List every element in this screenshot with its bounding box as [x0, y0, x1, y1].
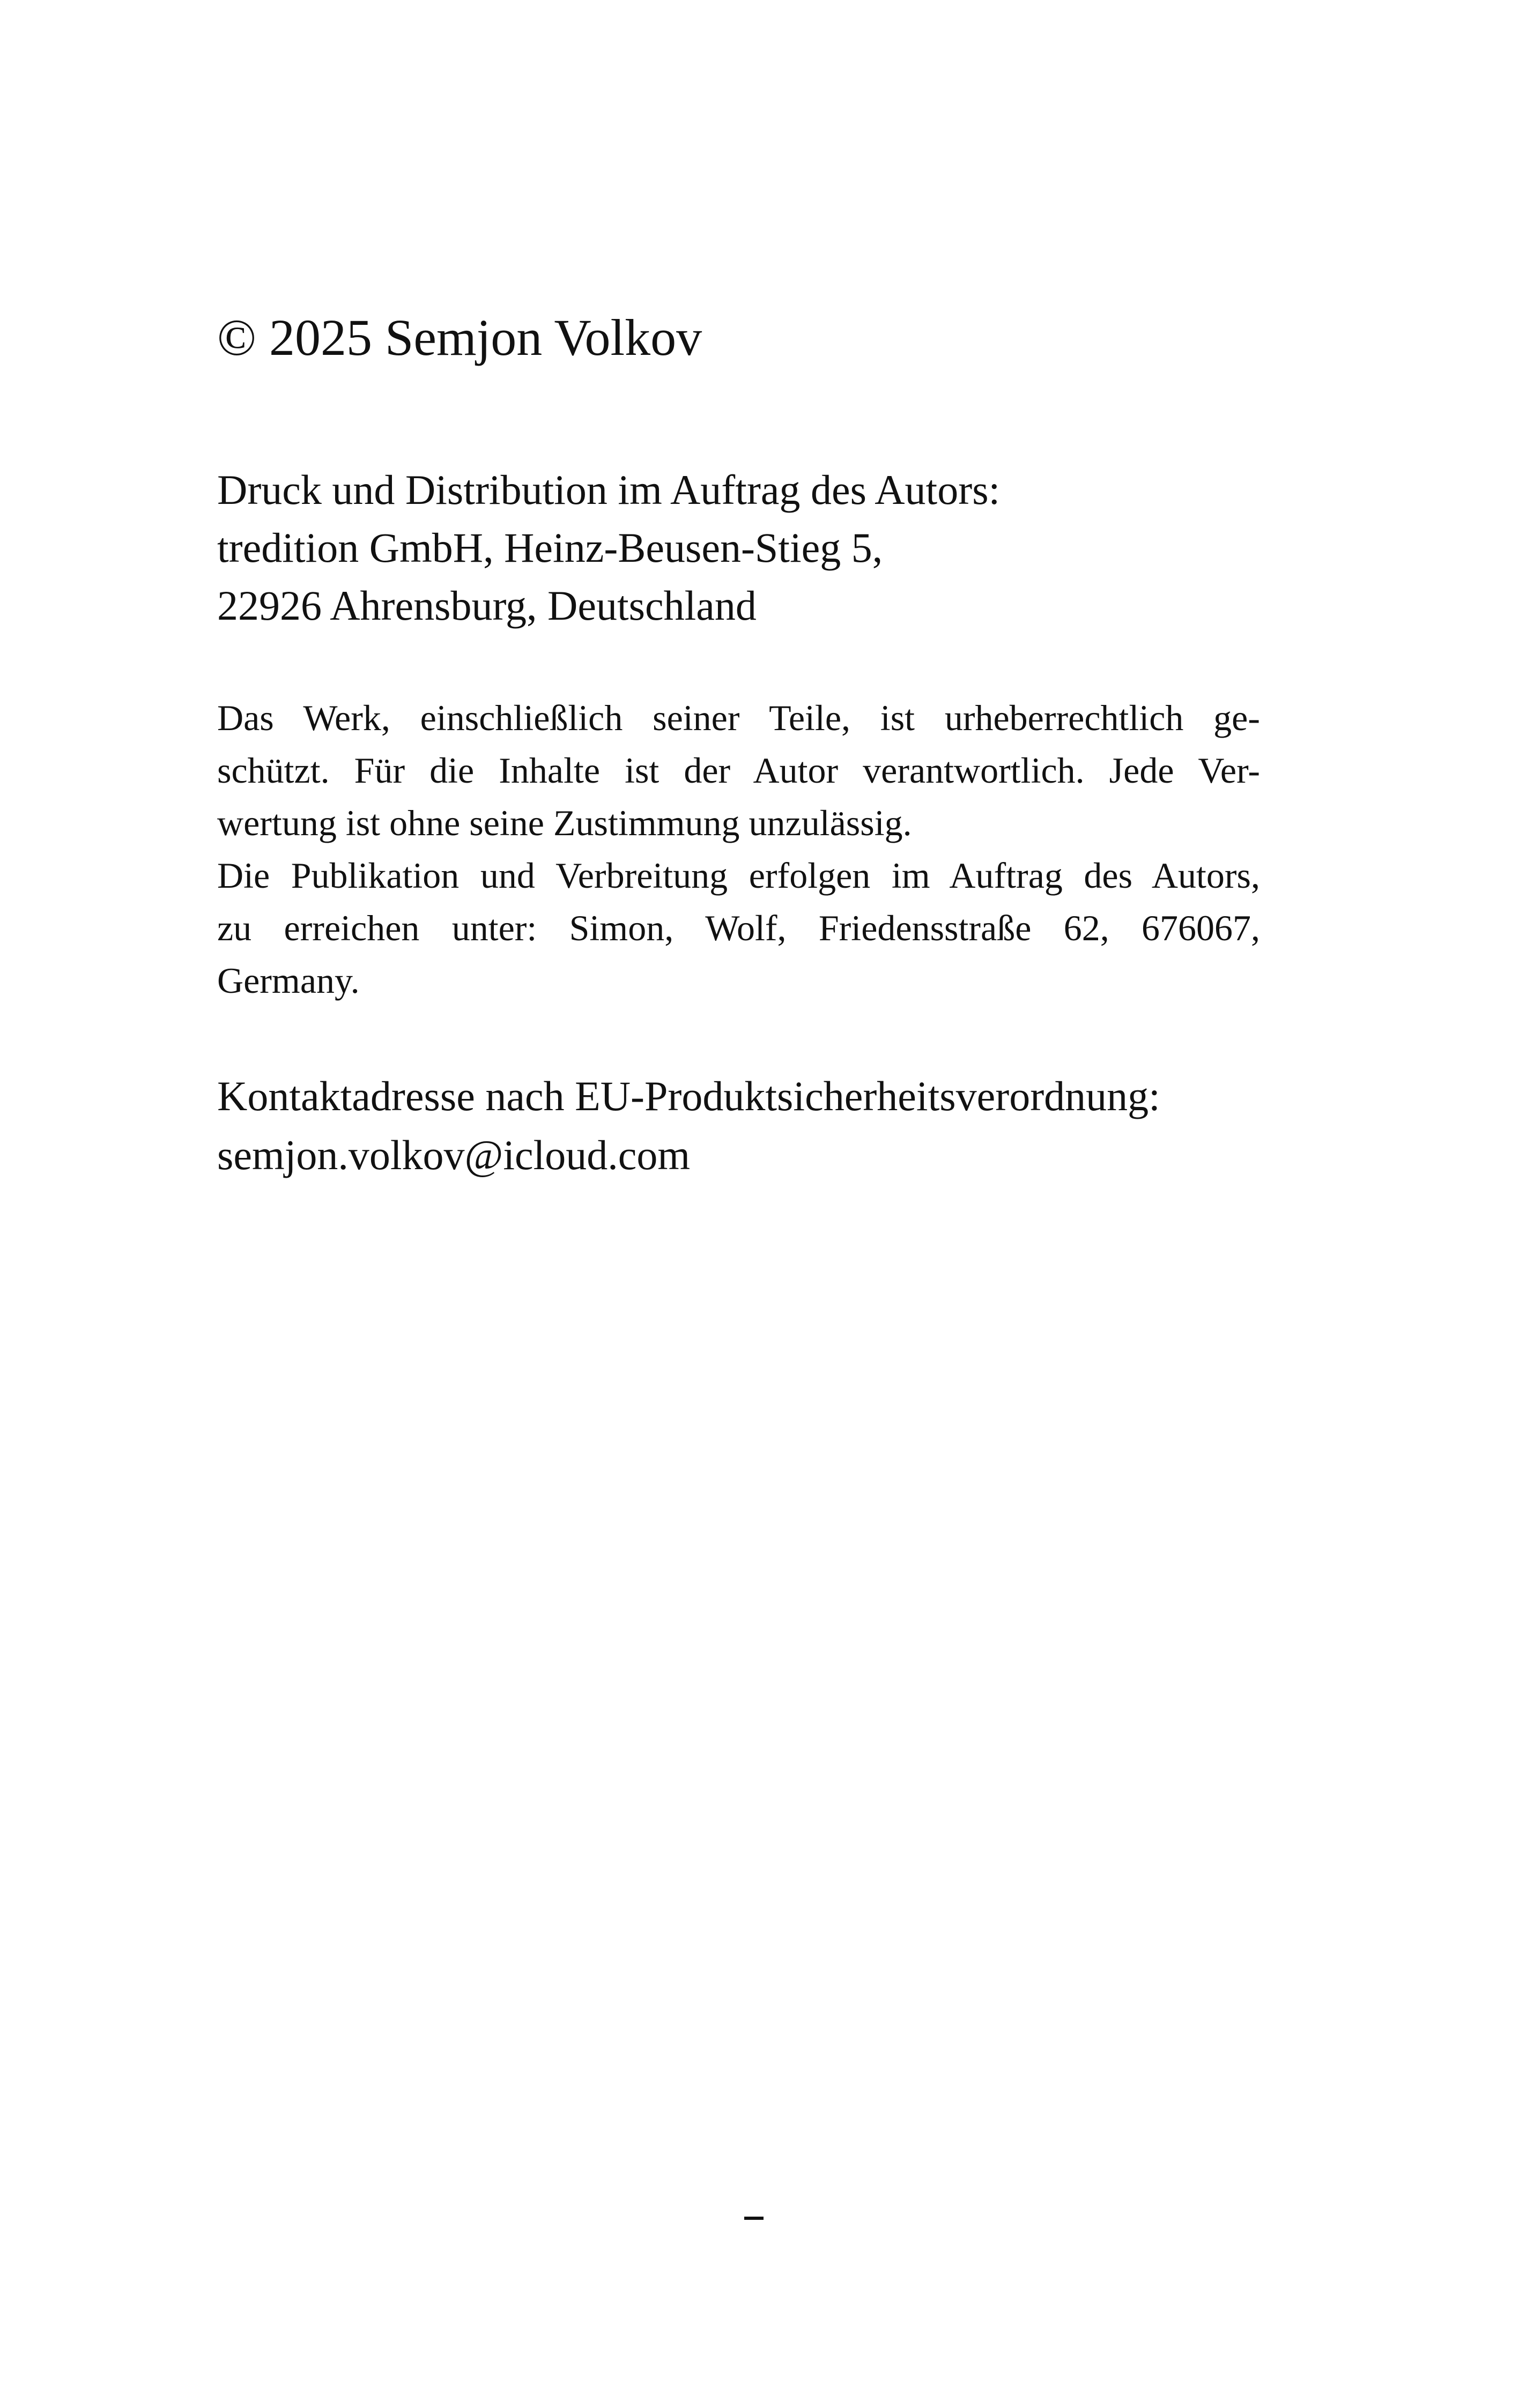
legal-line-3: wertung ist ohne seine Zustimmung unzulässig.	[217, 802, 912, 843]
contact-block	[217, 1067, 1160, 1185]
contact-label: Kontaktadresse nach EU-Produktsicherheitsverordnung:	[217, 1073, 1160, 1119]
legal-notice	[217, 692, 1260, 1007]
legal-line-1: Das Werk, einschließlich seiner Teile, ist urheberrechtlich ge-	[217, 697, 1260, 738]
imprint-line-2: tredition GmbH, Heinz-Beusen-Stieg 5,	[217, 524, 883, 571]
imprint-line-3: 22926 Ahrensburg, Deutschland	[217, 582, 757, 629]
legal-line-5: zu erreichen unter: Simon, Wolf, Friedensstraße 62, 676067,	[217, 908, 1260, 948]
legal-line-6: Germany.	[217, 960, 360, 1001]
legal-line-2: schützt. Für die Inhalte ist der Autor verantwortlich. Jede Ver-	[217, 750, 1260, 791]
page-marker	[744, 2217, 764, 2220]
imprint-block	[217, 461, 1000, 635]
imprint-line-1: Druck und Distribution im Auftrag des Autors:	[217, 466, 1001, 513]
copyright-notice: © 2025 Semjon Volkov	[217, 309, 702, 366]
contact-email: semjon.volkov@icloud.com	[217, 1132, 691, 1178]
legal-line-4: Die Publikation und Verbreitung erfolgen im Auftrag des Autors,	[217, 855, 1260, 896]
